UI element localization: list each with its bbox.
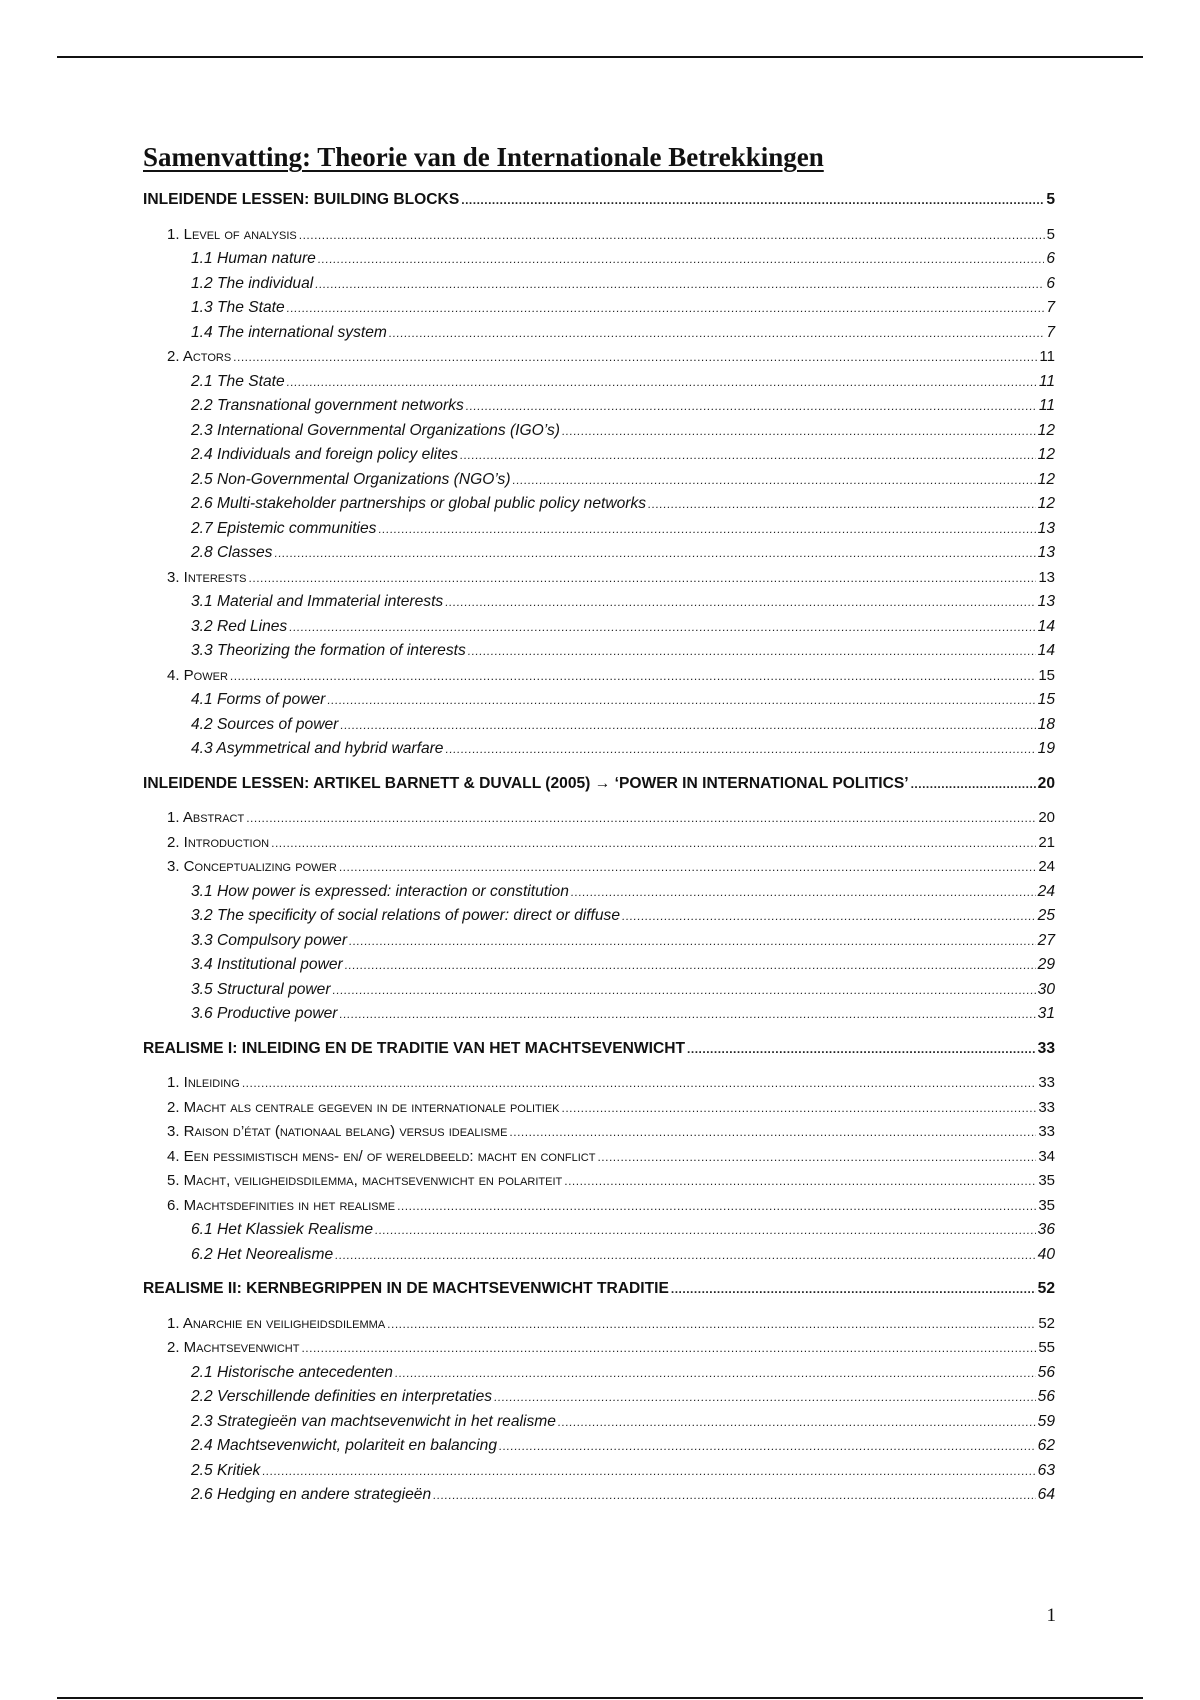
toc-entry-section[interactable] [143,1336,1055,1361]
toc-entry-title: 4.2 Sources of power [191,715,339,733]
toc-leader-dots [327,688,1035,713]
toc-entry-section[interactable] [143,1096,1055,1121]
toc-entry-sub[interactable] [143,1483,1055,1508]
toc-entry-title: 3. Interests [167,568,247,586]
toc-leader-dots [315,272,1044,297]
toc-entry-title: 1.3 The State [191,299,285,316]
toc-entry-sub[interactable] [143,541,1055,566]
toc-leader-dots [499,1434,1036,1459]
toc-entry-page: 11 [1038,372,1055,390]
toc-entry-page: 31 [1037,1005,1055,1022]
toc-entry-sub[interactable] [143,1243,1055,1268]
toc-entry-sub[interactable] [143,615,1055,640]
toc-entry-title: 6.1 Het Klassiek Realisme [191,1221,374,1238]
toc-entry-page: 6 [1046,250,1055,267]
toc-leader-dots [622,904,1036,929]
toc-leader-dots [375,1218,1036,1243]
toc-leader-dots [562,419,1036,444]
toc-leader-dots [468,639,1036,664]
toc-entry-page: 34 [1038,1147,1055,1165]
toc-leader-dots [274,541,1035,566]
table-of-contents [143,188,1055,1508]
toc-entry-page: 40 [1037,1245,1055,1263]
toc-entry-section[interactable] [143,1145,1055,1170]
toc-entry-chapter[interactable] [143,772,1055,797]
toc-entry-chapter[interactable] [143,188,1055,213]
toc-entry-sub[interactable] [143,468,1055,493]
toc-entry-sub[interactable] [143,953,1055,978]
toc-entry-page: 27 [1037,931,1055,949]
toc-entry-page: 19 [1037,740,1055,757]
toc-entry-title: 1. Inleiding [167,1074,240,1091]
toc-entry-title: 5. Macht, veiligheidsdilemma, machtsevenwicht en polariteit [167,1172,563,1189]
toc-entry-section[interactable] [143,345,1055,370]
toc-entry-title: 3.1 How power is expressed: interaction or constitution [191,882,569,900]
toc-entry-title: 3.5 Structural power [191,980,331,998]
toc-leader-dots [339,855,1037,880]
toc-entry-title: 2. Introduction [167,833,270,851]
toc-entry-sub[interactable] [143,1459,1055,1484]
toc-entry-page: 7 [1046,299,1055,316]
toc-leader-dots [513,468,1036,493]
toc-entry-title: 6.2 Het Neorealisme [191,1245,334,1263]
toc-entry-page: 7 [1046,323,1055,341]
toc-entry-sub[interactable] [143,904,1055,929]
toc-leader-dots [349,929,1036,954]
toc-entry-title: 2.5 Kritiek [191,1461,261,1479]
toc-entry-title: REALISME I: INLEIDING EN DE TRADITIE VAN HET MACHTSEVENWICHT [143,1039,686,1057]
toc-leader-dots [242,1071,1037,1096]
toc-leader-dots [271,831,1036,856]
toc-entry-section[interactable] [143,831,1055,856]
toc-entry-page: 36 [1037,1221,1055,1238]
toc-leader-dots [571,880,1036,905]
toc-entry-title: 3.3 Theorizing the formation of interests [191,642,466,659]
toc-entry-page: 13 [1037,519,1055,537]
toc-entry-sub[interactable] [143,688,1055,713]
toc-entry-page: 33 [1037,1039,1055,1057]
toc-entry-section[interactable] [143,1194,1055,1219]
toc-leader-dots [340,713,1035,738]
toc-leader-dots [230,664,1036,689]
toc-leader-dots [301,1336,1036,1361]
toc-entry-title: 6. Machtsdefinities in het realisme [167,1196,396,1214]
toc-entry-sub[interactable] [143,1434,1055,1459]
toc-entry-title: 2.5 Non-Governmental Organizations (NGO’s) [191,470,511,488]
toc-leader-dots [558,1410,1036,1435]
toc-entry-page: 12 [1037,421,1055,439]
bottom-rule [57,1697,1143,1699]
toc-entry-page: 20 [1038,809,1055,826]
toc-leader-dots [389,321,1044,346]
toc-entry-title: 1.4 The international system [191,323,387,341]
toc-entry-sub[interactable] [143,1410,1055,1435]
toc-entry-sub[interactable] [143,394,1055,419]
toc-entry-sub[interactable] [143,296,1055,321]
toc-entry-page: 14 [1037,617,1055,635]
toc-entry-page: 29 [1037,956,1055,973]
toc-leader-dots [597,1145,1036,1170]
toc-leader-dots [397,1194,1036,1219]
toc-entry-page: 11 [1038,397,1055,414]
toc-entry-title: 2. Actors [167,348,232,365]
toc-entry-title: 2.3 International Governmental Organizations (IGO’s) [191,421,560,439]
toc-leader-dots [387,1312,1036,1337]
toc-entry-page: 64 [1037,1486,1055,1503]
top-rule [57,56,1143,58]
toc-entry-title: 2.4 Machtsevenwicht, polariteit en balancing [191,1437,497,1454]
toc-leader-dots [648,492,1036,517]
toc-leader-dots [564,1169,1036,1194]
toc-entry-page: 12 [1037,446,1055,463]
toc-leader-dots [318,247,1044,272]
toc-entry-sub[interactable] [143,1385,1055,1410]
toc-leader-dots [687,1037,1036,1062]
toc-entry-page: 13 [1038,568,1055,586]
toc-entry-title: 1. Abstract [167,809,245,826]
toc-entry-sub[interactable] [143,419,1055,444]
toc-leader-dots [345,953,1036,978]
toc-entry-page: 11 [1039,348,1055,365]
toc-entry-sub[interactable] [143,492,1055,517]
toc-entry-title: 2.2 Verschillende definities en interpretaties [191,1388,493,1405]
toc-entry-title: 1. Level of analysis [167,225,297,243]
toc-entry-title: INLEIDENDE LESSEN: ARTIKEL BARNETT & DUVALL (2005) → ‘POWER IN INTERNATIONAL POLITICS’ [143,774,909,792]
toc-entry-title: 4.3 Asymmetrical and hybrid warfare [191,740,444,757]
toc-leader-dots [509,1120,1036,1145]
toc-entry-page: 5 [1046,225,1055,243]
toc-entry-title: 4. Power [167,666,228,684]
toc-entry-sub[interactable] [143,590,1055,615]
toc-leader-dots [262,1459,1035,1484]
toc-leader-dots [445,590,1035,615]
toc-entry-page: 33 [1038,1074,1055,1091]
toc-entry-page: 56 [1037,1363,1055,1381]
toc-leader-dots [299,223,1045,248]
toc-entry-title: 2.6 Multi-stakeholder partnerships or global public policy networks [191,495,647,512]
toc-entry-page: 20 [1037,774,1055,792]
toc-entry-title: 4. Een pessimistisch mens- en/ of wereldbeeld: macht en conflict [167,1147,596,1165]
toc-entry-section[interactable] [143,664,1055,689]
toc-entry-sub[interactable] [143,737,1055,762]
toc-entry-page: 63 [1037,1461,1055,1479]
toc-entry-title: 2.2 Transnational government networks [191,397,464,414]
toc-leader-dots [461,188,1044,213]
toc-entry-section[interactable] [143,1169,1055,1194]
toc-entry-section[interactable] [143,223,1055,248]
toc-leader-dots [287,296,1045,321]
toc-entry-title: 2.6 Hedging en andere strategieën [191,1486,432,1503]
toc-entry-page: 56 [1037,1388,1055,1405]
toc-entry-title: 2.8 Classes [191,544,273,561]
toc-leader-dots [911,772,1036,797]
toc-entry-page: 18 [1037,715,1055,733]
toc-entry-sub[interactable] [143,1002,1055,1027]
toc-entry-chapter[interactable] [143,1277,1055,1302]
toc-entry-sub[interactable] [143,978,1055,1003]
toc-entry-page: 30 [1037,980,1055,998]
toc-entry-title: 3.4 Institutional power [191,956,343,973]
toc-entry-section[interactable] [143,1120,1055,1145]
toc-entry-title: 2. Macht als centrale gegeven in de internationale politiek [167,1098,560,1116]
toc-entry-page: 33 [1038,1123,1055,1140]
toc-entry-page: 6 [1046,274,1055,292]
toc-entry-title: 3.2 Red Lines [191,617,288,635]
toc-entry-page: 62 [1037,1437,1055,1454]
toc-entry-page: 35 [1038,1196,1055,1214]
toc-entry-page: 15 [1038,666,1055,684]
toc-entry-title: 3.6 Productive power [191,1005,338,1022]
toc-entry-page: 13 [1037,593,1055,610]
toc-entry-section[interactable] [143,1071,1055,1096]
toc-entry-title: 2.1 Historische antecedenten [191,1363,393,1381]
toc-entry-sub[interactable] [143,713,1055,738]
toc-entry-page: 59 [1037,1412,1055,1430]
toc-entry-page: 21 [1038,833,1055,851]
toc-entry-page: 15 [1037,691,1055,708]
toc-entry-title: 3.3 Compulsory power [191,931,348,949]
toc-leader-dots [466,394,1037,419]
toc-leader-dots [433,1483,1035,1508]
toc-entry-title: 2.1 The State [191,372,285,390]
toc-leader-dots [671,1277,1036,1302]
toc-entry-section[interactable] [143,1312,1055,1337]
toc-entry-page: 14 [1037,642,1055,659]
toc-entry-page: 25 [1037,907,1055,924]
toc-entry-title: 3.1 Material and Immaterial interests [191,593,444,610]
toc-entry-page: 55 [1038,1339,1055,1356]
toc-leader-dots [233,345,1037,370]
toc-entry-title: 3. Conceptualizing power [167,858,337,875]
toc-entry-sub[interactable] [143,1218,1055,1243]
toc-leader-dots [460,443,1036,468]
toc-entry-title: 4.1 Forms of power [191,691,326,708]
toc-entry-chapter[interactable] [143,1037,1055,1062]
toc-leader-dots [395,1361,1036,1386]
toc-leader-dots [246,806,1036,831]
toc-leader-dots [289,615,1035,640]
toc-entry-sub[interactable] [143,321,1055,346]
toc-entry-title: 2.7 Epistemic communities [191,519,377,537]
toc-entry-page: 13 [1037,544,1055,561]
toc-entry-sub[interactable] [143,639,1055,664]
toc-leader-dots [333,978,1036,1003]
toc-entry-sub[interactable] [143,929,1055,954]
toc-entry-title: 1.2 The individual [191,274,314,292]
toc-entry-section[interactable] [143,855,1055,880]
toc-leader-dots [249,566,1037,591]
toc-entry-sub[interactable] [143,272,1055,297]
toc-entry-title: 1.1 Human nature [191,250,316,267]
toc-entry-page: 12 [1037,495,1055,512]
toc-entry-page: 35 [1038,1172,1055,1189]
toc-entry-sub[interactable] [143,1361,1055,1386]
toc-entry-page: 33 [1038,1098,1055,1116]
toc-entry-page: 24 [1037,882,1055,900]
toc-entry-title: INLEIDENDE LESSEN: BUILDING BLOCKS [143,191,460,208]
toc-entry-sub[interactable] [143,370,1055,395]
toc-entry-title: 2.3 Strategieën van machtsevenwicht in het realisme [191,1412,556,1430]
toc-entry-title: 2. Machtsevenwicht [167,1339,300,1356]
toc-entry-page: 52 [1037,1280,1055,1297]
document-title: Samenvatting: Theorie van de Internationale Betrekkingen [143,142,824,172]
toc-entry-title: 3.2 The specificity of social relations of power: direct or diffuse [191,907,621,924]
toc-entry-page: 24 [1038,858,1055,875]
page-number: 1 [1046,1605,1056,1626]
toc-entry-title: 2.4 Individuals and foreign policy elites [191,446,458,463]
toc-entry-page: 12 [1037,470,1055,488]
toc-entry-sub[interactable] [143,247,1055,272]
toc-entry-page: 52 [1038,1314,1055,1332]
toc-leader-dots [562,1096,1037,1121]
toc-entry-title: 3. Raison d’état (nationaal belang) versus idealisme [167,1123,508,1140]
toc-entry-section[interactable] [143,566,1055,591]
toc-entry-sub[interactable] [143,443,1055,468]
toc-entry-sub[interactable] [143,517,1055,542]
toc-leader-dots [335,1243,1035,1268]
toc-entry-title: 1. Anarchie en veiligheidsdilemma [167,1314,386,1332]
toc-entry-section[interactable] [143,806,1055,831]
toc-leader-dots [446,737,1036,762]
toc-entry-title: REALISME II: KERNBEGRIPPEN IN DE MACHTSEVENWICHT TRADITIE [143,1280,669,1297]
toc-leader-dots [494,1385,1036,1410]
toc-leader-dots [340,1002,1036,1027]
toc-entry-sub[interactable] [143,880,1055,905]
toc-entry-page: 5 [1046,191,1055,208]
toc-leader-dots [287,370,1037,395]
toc-leader-dots [378,517,1035,542]
